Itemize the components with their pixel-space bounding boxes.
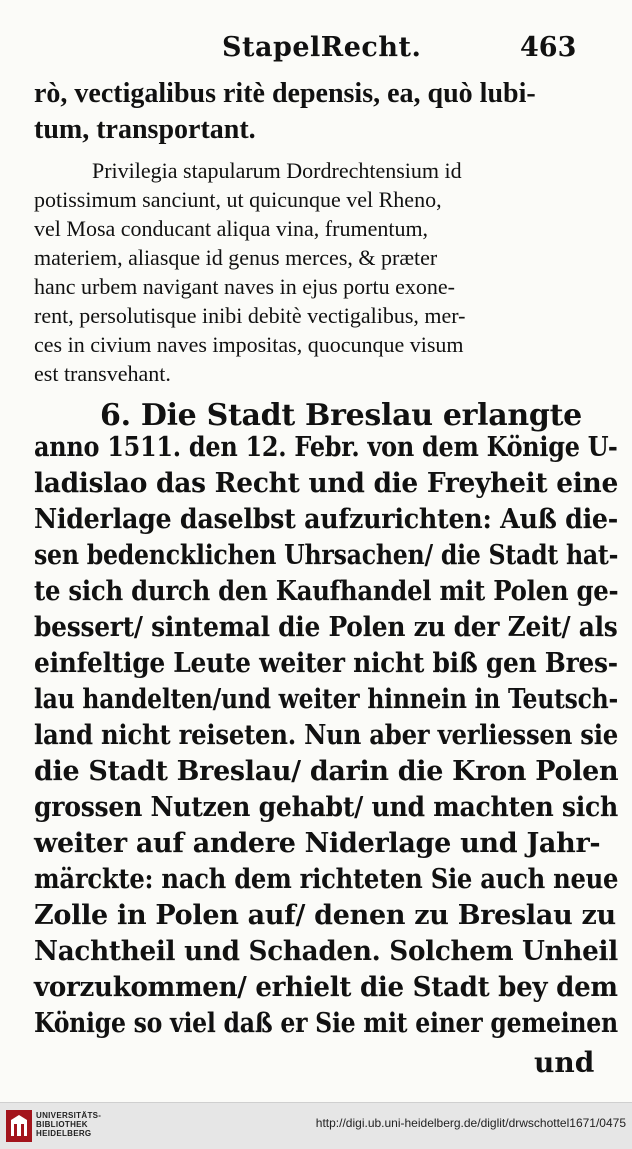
text-line: rò, vectigalibus ritè depensis, ea, quò lubi-	[34, 78, 536, 109]
text-line: weiter auf andere Niderlage und Jahr-	[34, 828, 601, 859]
text-line: ces in civium naves impositas, quocunque visum	[34, 332, 464, 357]
text-line: bessert/ sintemal die Polen zu der Zeit/ als	[34, 612, 618, 643]
running-title: StapelRecht.	[222, 32, 422, 63]
library-name-line: UNIVERSITÄTS-	[36, 1111, 102, 1120]
text-line: rent, persolutisque inibi debitè vectigalibus, mer-	[34, 303, 466, 328]
text-line: vorzukommen/ erhielt die Stadt bey dem	[34, 972, 618, 1003]
text-line: Könige so viel daß er Sie mit einer gemeinen	[34, 1008, 618, 1039]
text-line: sen bedencklichen Uhrsachen/ die Stadt hat-	[34, 540, 619, 571]
page-header	[0, 30, 632, 70]
text-line: te sich durch den Kaufhandel mit Polen ge-	[34, 576, 619, 607]
text-line: Nachtheil und Schaden. Solchem Unheil	[34, 936, 618, 967]
text-line: hanc urbem navigant naves in ejus portu exone-	[34, 274, 455, 299]
text-line: anno 1511. den 12. Febr. von dem Könige U-	[34, 432, 618, 463]
text-line: tum, transportant.	[34, 114, 256, 145]
library-name-line: BIBLIOTHEK	[36, 1120, 88, 1129]
catchword: und	[534, 1046, 595, 1079]
text-line: ladislao das Recht und die Freyheit eine	[34, 468, 619, 499]
permalink-url[interactable]: http://digi.ub.uni-heidelberg.de/diglit/drwschottel1671/0475	[315, 1116, 626, 1130]
text-line: einfeltige Leute weiter nicht biß gen Bres-	[34, 648, 618, 679]
text-line: land nicht reiseten. Nun aber verliessen sie	[34, 720, 618, 751]
library-name	[36, 1111, 101, 1138]
text-line: potissimum sanciunt, ut quicunque vel Rheno,	[34, 187, 442, 212]
page-number: 463	[520, 32, 577, 63]
text-line: märckte: nach dem richteten Sie auch neue	[34, 864, 619, 895]
text-line: vel Mosa conducant aliqua vina, frumentum,	[34, 216, 429, 241]
library-name-line: HEIDELBERG	[36, 1129, 92, 1138]
text-line: Zolle in Polen auf/ denen zu Breslau zu	[34, 900, 616, 931]
text-line: Privilegia stapularum Dordrechtensium id	[92, 158, 462, 183]
text-line: lau handelten/und weiter hinnein in Teutsch-	[34, 684, 618, 715]
text-line: est transvehant.	[34, 361, 171, 386]
text-line: die Stadt Breslau/ darin die Kron Polen	[34, 756, 619, 787]
text-line: materiem, aliasque id genus merces, & præter	[34, 245, 438, 270]
footer-bar	[0, 1102, 632, 1149]
text-line: Niderlage daselbst aufzurichten: Auß die-	[34, 504, 619, 535]
text-line: 6. Die Stadt Breslau erlangte	[100, 398, 582, 433]
university-library-logo-icon[interactable]	[6, 1110, 32, 1142]
text-line: grossen Nutzen gehabt/ und machten sich	[34, 792, 619, 823]
